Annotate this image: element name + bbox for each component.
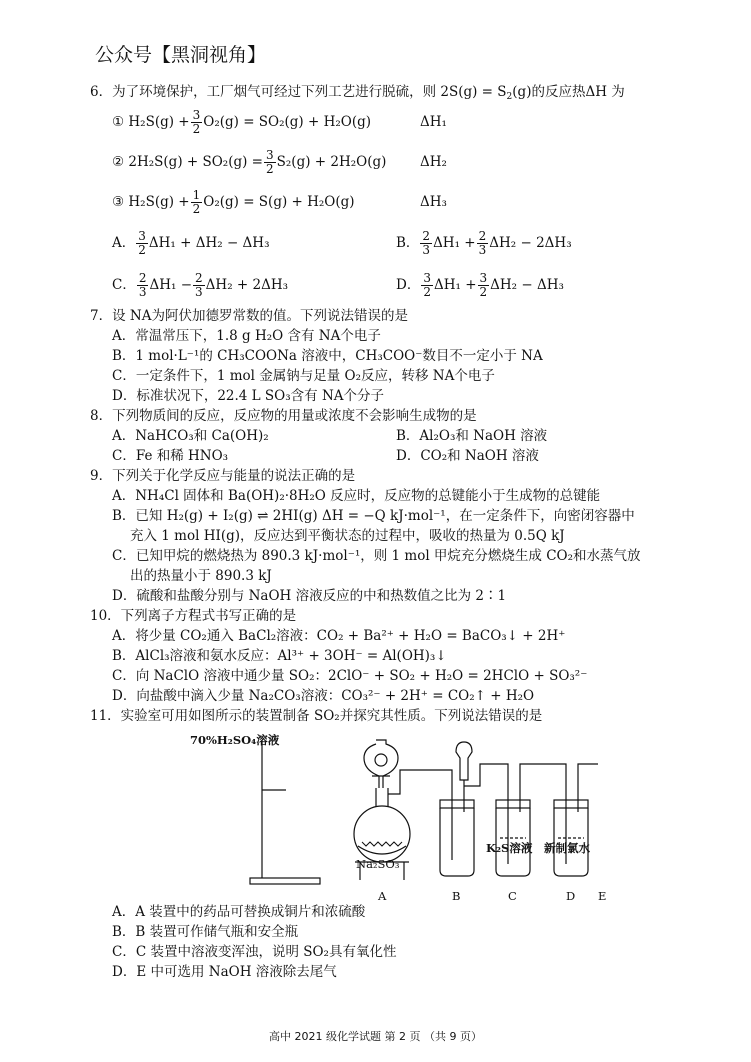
q6-equation-2: ② 2H₂S(g) + SO₂(g) = $\frac{3}{2}$ S₂(g) + 2H₂O(g) ΔH₂ (112, 147, 447, 176)
page-footer: 高中 2021 级化学试题 第 2 页 （共 9 页） (269, 1030, 482, 1043)
q8-options-cd (90, 446, 680, 466)
q11-option-a[interactable]: A．A 装置中的药品可替换成铜片和浓硫酸 (112, 904, 366, 920)
q6-options-ab (90, 222, 680, 264)
q8-option-d[interactable]: D．CO₂和 NaOH 溶液 (396, 448, 539, 464)
q11-option-b[interactable]: B．B 装置可作储气瓶和安全瓶 (112, 924, 299, 940)
letter-c: C (508, 889, 517, 903)
letter-d: D (566, 889, 576, 903)
q9-option-a[interactable]: A．NH₄Cl 固体和 Ba(OH)₂·8H₂O 反应时，反应物的总键能小于生成物的总键能 (112, 488, 601, 504)
k2s-label: K₂S溶液 (486, 841, 533, 855)
q6-stem: 6．为了环境保护，工厂烟气可经过下列工艺进行脱硫，则 $2S(g) = S_2(g)$的反应热ΔH 为 (90, 84, 625, 102)
q8-stem: 8．下列物质间的反应，反应物的用量或浓度不会影响生成物的是 (90, 408, 477, 424)
acid-label: 70%H₂SO₄溶液 (190, 733, 280, 747)
q7-option-a[interactable]: A．常温常压下，1.8 g H₂O 含有 NA个电子 (112, 328, 381, 344)
q6-option-b[interactable]: B． $\frac{2}{3}$ ΔH₁ + $\frac{2}{3}$ ΔH₂ − 2ΔH₃ (396, 228, 572, 257)
brand-header: 公众号【黑洞视角】 (95, 44, 267, 66)
letter-a: A (378, 889, 387, 903)
letter-e: E (598, 889, 607, 903)
letter-b: B (452, 889, 461, 903)
q7-stem: 7．设 NA为阿伏加德罗常数的值。下列说法错误的是 (90, 308, 408, 324)
chlorine-water-label: 新制氯水 (544, 841, 590, 855)
apparatus-figure (190, 730, 610, 902)
q9-option-b-line1[interactable]: B．已知 H₂(g) + I₂(g) ⇌ 2HI(g) ΔH = −Q kJ·mol⁻¹，在一定条件下，向密闭容器中 (112, 508, 635, 524)
reagent-label: Na₂SO₃ (356, 857, 400, 871)
q6-equation-3: ③ H₂S(g) + $\frac{1}{2}$ O₂(g) = S(g) + H₂O(g) ΔH₃ (112, 187, 447, 216)
q10-option-b[interactable]: B．AlCl₃溶液和氨水反应：Al³⁺ + 3OH⁻ = Al(OH)₃↓ (112, 648, 447, 664)
q10-option-c[interactable]: C．向 NaClO 溶液中通少量 SO₂：2ClO⁻ + SO₂ + H₂O = 2HClO + SO₃²⁻ (112, 668, 588, 684)
q9-option-d[interactable]: D．硫酸和盐酸分别与 NaOH 溶液反应的中和热数值之比为 2∶1 (112, 588, 507, 604)
q7-option-d[interactable]: D．标准状况下，22.4 L SO₃含有 NA个分子 (112, 388, 385, 404)
q7-option-b[interactable]: B．1 mol·L⁻¹的 CH₃COONa 溶液中，CH₃COO⁻数目不一定小于 NA (112, 348, 543, 364)
q8-option-a[interactable]: A．NaHCO₃和 Ca(OH)₂ (112, 428, 269, 444)
q9-option-c-line1[interactable]: C．已知甲烷的燃烧热为 890.3 kJ·mol⁻¹，则 1 mol 甲烷充分燃烧生成 CO₂和水蒸气放 (112, 548, 641, 564)
q7-option-c[interactable]: C．一定条件下，1 mol 金属钠与足量 O₂反应，转移 NA个电子 (112, 368, 495, 384)
q6-options-cd (90, 264, 680, 306)
apparatus-drawing (190, 730, 610, 902)
q11-option-c[interactable]: C．C 装置中溶液变浑浊，说明 SO₂具有氧化性 (112, 944, 397, 960)
q9-option-c-line2: 出的热量小于 890.3 kJ (130, 568, 272, 584)
q6-option-c[interactable]: C． $\frac{2}{3}$ ΔH₁ − $\frac{2}{3}$ ΔH₂ + 2ΔH₃ (112, 270, 289, 299)
q9-option-b-line2: 充入 1 mol HI(g)，反应达到平衡状态的过程中，吸收的热量为 0.5Q kJ (130, 528, 565, 544)
q11-option-d[interactable]: D．E 中可选用 NaOH 溶液除去尾气 (112, 964, 337, 980)
q10-option-d[interactable]: D．向盐酸中滴入少量 Na₂CO₃溶液：CO₃²⁻ + 2H⁺ = CO₂↑ + H₂O (112, 688, 535, 704)
q8-options-ab (90, 426, 680, 446)
q10-stem: 10．下列离子方程式书写正确的是 (90, 608, 297, 624)
question-page (90, 82, 680, 982)
q6-equation-1: ① H₂S(g) + $\frac{3}{2}$ O₂(g) = SO₂(g) + H₂O(g) ΔH₁ (112, 107, 447, 136)
q6-option-d[interactable]: D． $\frac{3}{2}$ ΔH₁ + $\frac{3}{2}$ ΔH₂ − ΔH₃ (396, 270, 564, 299)
q10-option-a[interactable]: A．将少量 CO₂通入 BaCl₂溶液：CO₂ + Ba²⁺ + H₂O = BaCO₃↓ + 2H⁺ (112, 628, 566, 644)
q9-stem: 9．下列关于化学反应与能量的说法正确的是 (90, 468, 356, 484)
q6-option-a[interactable]: A． $\frac{3}{2}$ ΔH₁ + ΔH₂ − ΔH₃ (112, 228, 270, 257)
q8-option-b[interactable]: B．Al₂O₃和 NaOH 溶液 (396, 428, 548, 444)
q8-option-c[interactable]: C．Fe 和稀 HNO₃ (112, 448, 229, 464)
q11-stem: 11．实验室可用如图所示的装置制备 SO₂并探究其性质。下列说法错误的是 (90, 708, 543, 724)
